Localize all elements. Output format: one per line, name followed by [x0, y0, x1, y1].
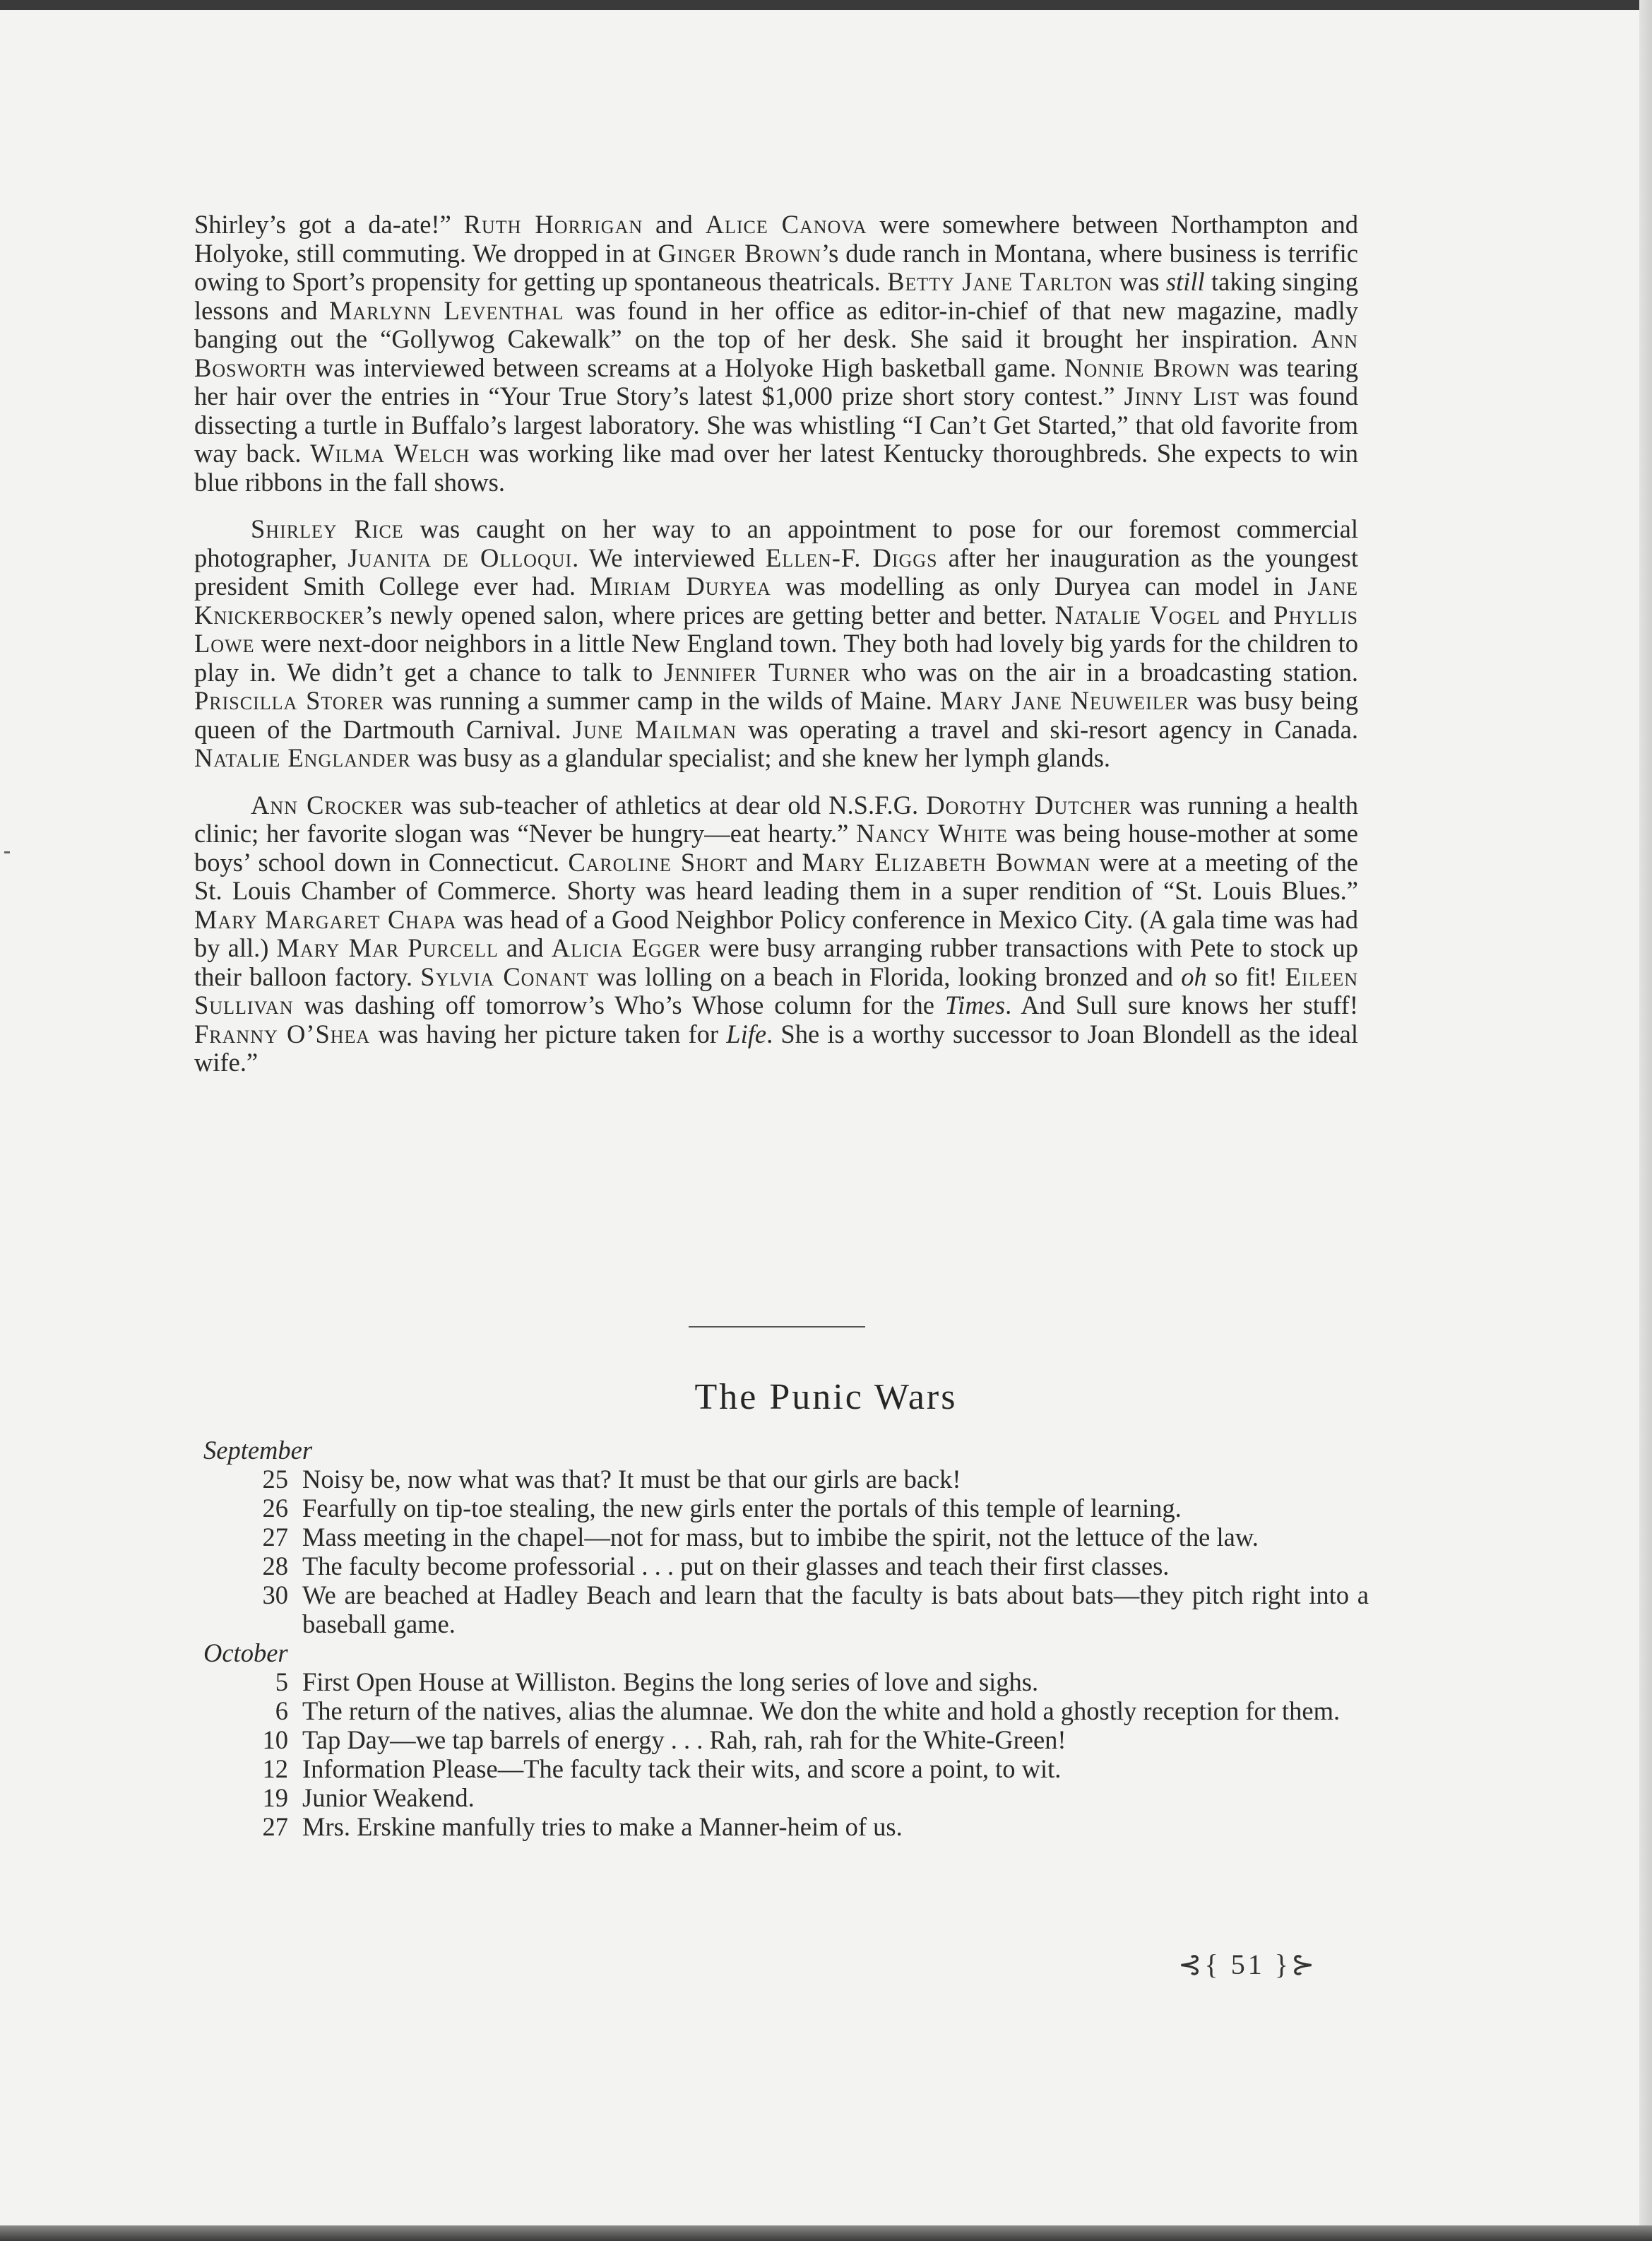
person-name: Ann Crocker [251, 790, 403, 820]
person-name: Nonnie Brown [1064, 353, 1230, 382]
text-run: was lolling on a beach in Florida, looking bronzed and [588, 962, 1182, 991]
paragraph-2 [194, 515, 1358, 773]
paragraph-1 [194, 211, 1358, 497]
emphasis-text: oh [1181, 962, 1207, 991]
calendar-entry [203, 1783, 1369, 1812]
calendar-entry [203, 1580, 1369, 1638]
entry-day: 27 [262, 1522, 288, 1551]
entry-text: Fearfully on tip-toe stealing, the new girls enter the portals of this temple of learning. [302, 1494, 1182, 1522]
entry-day: 12 [262, 1754, 288, 1783]
month-block-october [203, 1638, 1369, 1841]
entry-text: Tap Day—we tap barrels of energy . . . Rah, rah, rah for the White-Green! [302, 1725, 1066, 1754]
person-name: Mary Margaret Chapa [194, 904, 457, 934]
entry-text: Junior Weakend. [302, 1783, 475, 1812]
person-name: Natalie Englander [194, 743, 411, 772]
text-run: ’s dude ranch in Montana, where business is terrific owing to Sport’s propensity for getting up spontaneous theatricals. [194, 238, 1359, 296]
text-run: were next-door neighbors in a little New England town. They both had lovely big yards for the children to play in. We didn’t get a chance to talk to [194, 629, 1358, 687]
person-name: Wilma Welch [310, 439, 470, 468]
text-run: was operating a travel and ski-resort agency in Canada. [737, 714, 1358, 744]
text-run: were busy arranging rubber transactions with Pete to stock up their balloon factory. [194, 933, 1358, 991]
text-run: Shirley’s got a da-ate!” [194, 210, 464, 239]
person-name: Ginger Brown [658, 238, 821, 268]
text-run: . And Sull sure knows her stuff! [1005, 991, 1358, 1019]
entry-text: The faculty become professorial . . . put on their glasses and teach their first classes. [302, 1551, 1170, 1580]
text-run: was dashing off tomorrow’s Who’s Whose column for the [293, 991, 945, 1019]
entry-day: 19 [262, 1783, 288, 1812]
text-run: was found in her office as editor-in-chief of that new magazine, madly banging out the “Gollywog Cakewalk” on the top of her desk. She said it brought her inspiration. [194, 295, 1359, 353]
entry-day: 5 [275, 1667, 288, 1696]
section-divider [689, 1326, 865, 1328]
text-run: taking singing lessons and [194, 267, 1359, 325]
text-run: . We interviewed [572, 543, 766, 572]
person-name: Betty Jane Tarlton [887, 267, 1113, 296]
body-text [194, 211, 1358, 1096]
text-run: was sub-teacher of athletics at dear old N.S.F.G. [403, 790, 927, 820]
text-run: and [498, 933, 552, 962]
text-run: was having her picture taken for [370, 1019, 727, 1048]
entry-day: 6 [275, 1696, 288, 1725]
text-run: who was on the air in a broadcasting station. [850, 657, 1358, 687]
person-name: Ellen-F. Diggs [766, 543, 938, 572]
person-name: Juanita de Olloqui [347, 543, 573, 572]
person-name: Marlynn Leventhal [328, 295, 564, 325]
person-name: Alice Canova [705, 210, 867, 239]
margin-mark [4, 851, 10, 853]
emphasis-text: still [1165, 267, 1205, 296]
calendar [203, 1436, 1369, 1841]
text-run: were somewhere between Northampton and Holyoke, still commuting. We dropped in at [194, 210, 1358, 268]
text-run: . She is a worthy successor to Joan Blondell as the ideal wife.” [194, 1019, 1358, 1077]
person-name: Jinny List [1124, 382, 1240, 410]
person-name: Jennifer Turner [664, 657, 851, 687]
calendar-entry [203, 1465, 1369, 1494]
entry-text: First Open House at Williston. Begins the long series of love and sighs. [302, 1667, 1039, 1696]
entry-text: We are beached at Hadley Beach and learn that the faculty is bats about bats—they pitch right into a baseball game. [302, 1580, 1369, 1638]
person-name: Dorothy Dutcher [926, 790, 1132, 820]
person-name: Mary Elizabeth Bowman [802, 847, 1091, 877]
calendar-entry [203, 1725, 1369, 1754]
text-run: ’s newly opened salon, where prices are getting better and better. [364, 600, 1055, 629]
text-run: was working like mad over her latest Kentucky thoroughbreds. She expects to win blue ribbons in the fall shows. [194, 439, 1359, 497]
text-run: after her inauguration as the youngest president Smith College ever had. [194, 543, 1358, 601]
text-run: so fit! [1206, 962, 1285, 991]
entry-day: 10 [262, 1725, 288, 1754]
person-name: Miriam Duryea [590, 572, 771, 601]
text-run: was running a summer camp in the wilds of Maine. [384, 686, 940, 715]
entry-text: Mrs. Erskine manfully tries to make a Manner-heim of us. [302, 1812, 903, 1841]
text-run: and [1220, 600, 1274, 629]
text-run: was busy being queen of the Dartmouth Carnival. [194, 686, 1358, 744]
person-name: Franny O’Shea [194, 1019, 371, 1048]
text-run: was modelling as only Duryea can model in [771, 572, 1308, 601]
text-run: was head of a Good Neighbor Policy conference in Mexico City. (A gala time was had by all.) [194, 904, 1358, 962]
calendar-entry [203, 1551, 1369, 1580]
person-name: Caroline Short [568, 847, 748, 877]
text-run: was tearing her hair over the entries in “Your True Story’s latest $1,000 prize short story contest.” [194, 353, 1358, 410]
person-name: Shirley Rice [251, 514, 404, 543]
calendar-entry [203, 1667, 1369, 1696]
calendar-entry [203, 1812, 1369, 1841]
calendar-entry [203, 1522, 1369, 1551]
person-name: Phyllis Lowe [194, 600, 1358, 658]
text-run: was busy as a glandular specialist; and she knew her lymph glands. [410, 743, 1111, 772]
text-run: was [1112, 267, 1166, 296]
text-run: were at a meeting of the St. Louis Chamber of Commerce. Shorty was heard leading them in a super rendition of “St. Louis Blues.” [194, 847, 1358, 905]
person-name: Sylvia Conant [420, 962, 589, 991]
text-run: was found dissecting a turtle in Buffalo’s largest laboratory. She was whistling “I Can’t Get Started,” that old favorite from way back. [194, 382, 1358, 468]
person-name: Jane Knickerbocker [194, 572, 1358, 629]
scan-bottom-edge [0, 2225, 1652, 2241]
scan-right-edge [1639, 0, 1652, 2241]
entry-text: Noisy be, now what was that? It must be that our girls are back! [302, 1465, 961, 1494]
person-name: Mary Mar Purcell [276, 933, 499, 962]
calendar-entry [203, 1494, 1369, 1522]
text-run: was running a health clinic; her favorite slogan was “Never be hungry—eat hearty.” [194, 790, 1358, 848]
text-run: and [643, 210, 706, 239]
person-name: Ann Bosworth [194, 324, 1358, 382]
person-name: Mary Jane Neuweiler [939, 686, 1189, 715]
entry-day: 25 [262, 1465, 288, 1494]
page-number: ⊰{ 51 }⊱ [1178, 1949, 1318, 1980]
person-name: Nancy White [856, 819, 1008, 848]
person-name: Natalie Vogel [1054, 600, 1221, 629]
calendar-entry [203, 1696, 1369, 1725]
person-name: June Mailman [572, 714, 737, 744]
text-run: was caught on her way to an appointment to pose for our foremost commercial photographer, [194, 514, 1358, 572]
paragraph-3 [194, 791, 1358, 1077]
text-run: was being house-mother at some boys’ school down in Connecticut. [194, 819, 1358, 877]
month-label: October [203, 1638, 288, 1667]
emphasis-text: Times [944, 991, 1006, 1019]
person-name: Alicia Egger [551, 933, 701, 962]
entry-day: 26 [262, 1494, 288, 1522]
text-run: was interviewed between screams at a Holyoke High basketball game. [307, 353, 1065, 382]
person-name: Priscilla Storer [194, 686, 385, 715]
emphasis-text: Life [726, 1019, 767, 1048]
entry-day: 28 [262, 1551, 288, 1580]
person-name: Eileen Sullivan [194, 962, 1358, 1019]
entry-text: Information Please—The faculty tack their wits, and score a point, to wit. [302, 1754, 1062, 1783]
entry-day: 30 [262, 1580, 288, 1609]
text-run: and [747, 847, 802, 877]
scan-top-edge [0, 0, 1652, 10]
calendar-entry [203, 1754, 1369, 1783]
section-title: The Punic Wars [694, 1377, 958, 1417]
entry-day: 27 [262, 1812, 288, 1841]
entry-text: Mass meeting in the chapel—not for mass, but to imbibe the spirit, not the lettuce of the law. [302, 1522, 1259, 1551]
month-block-september [203, 1436, 1369, 1638]
month-label: September [203, 1436, 313, 1465]
entry-text: The return of the natives, alias the alumnae. We don the white and hold a ghostly reception for them. [302, 1696, 1341, 1725]
person-name: Ruth Horrigan [463, 210, 643, 239]
